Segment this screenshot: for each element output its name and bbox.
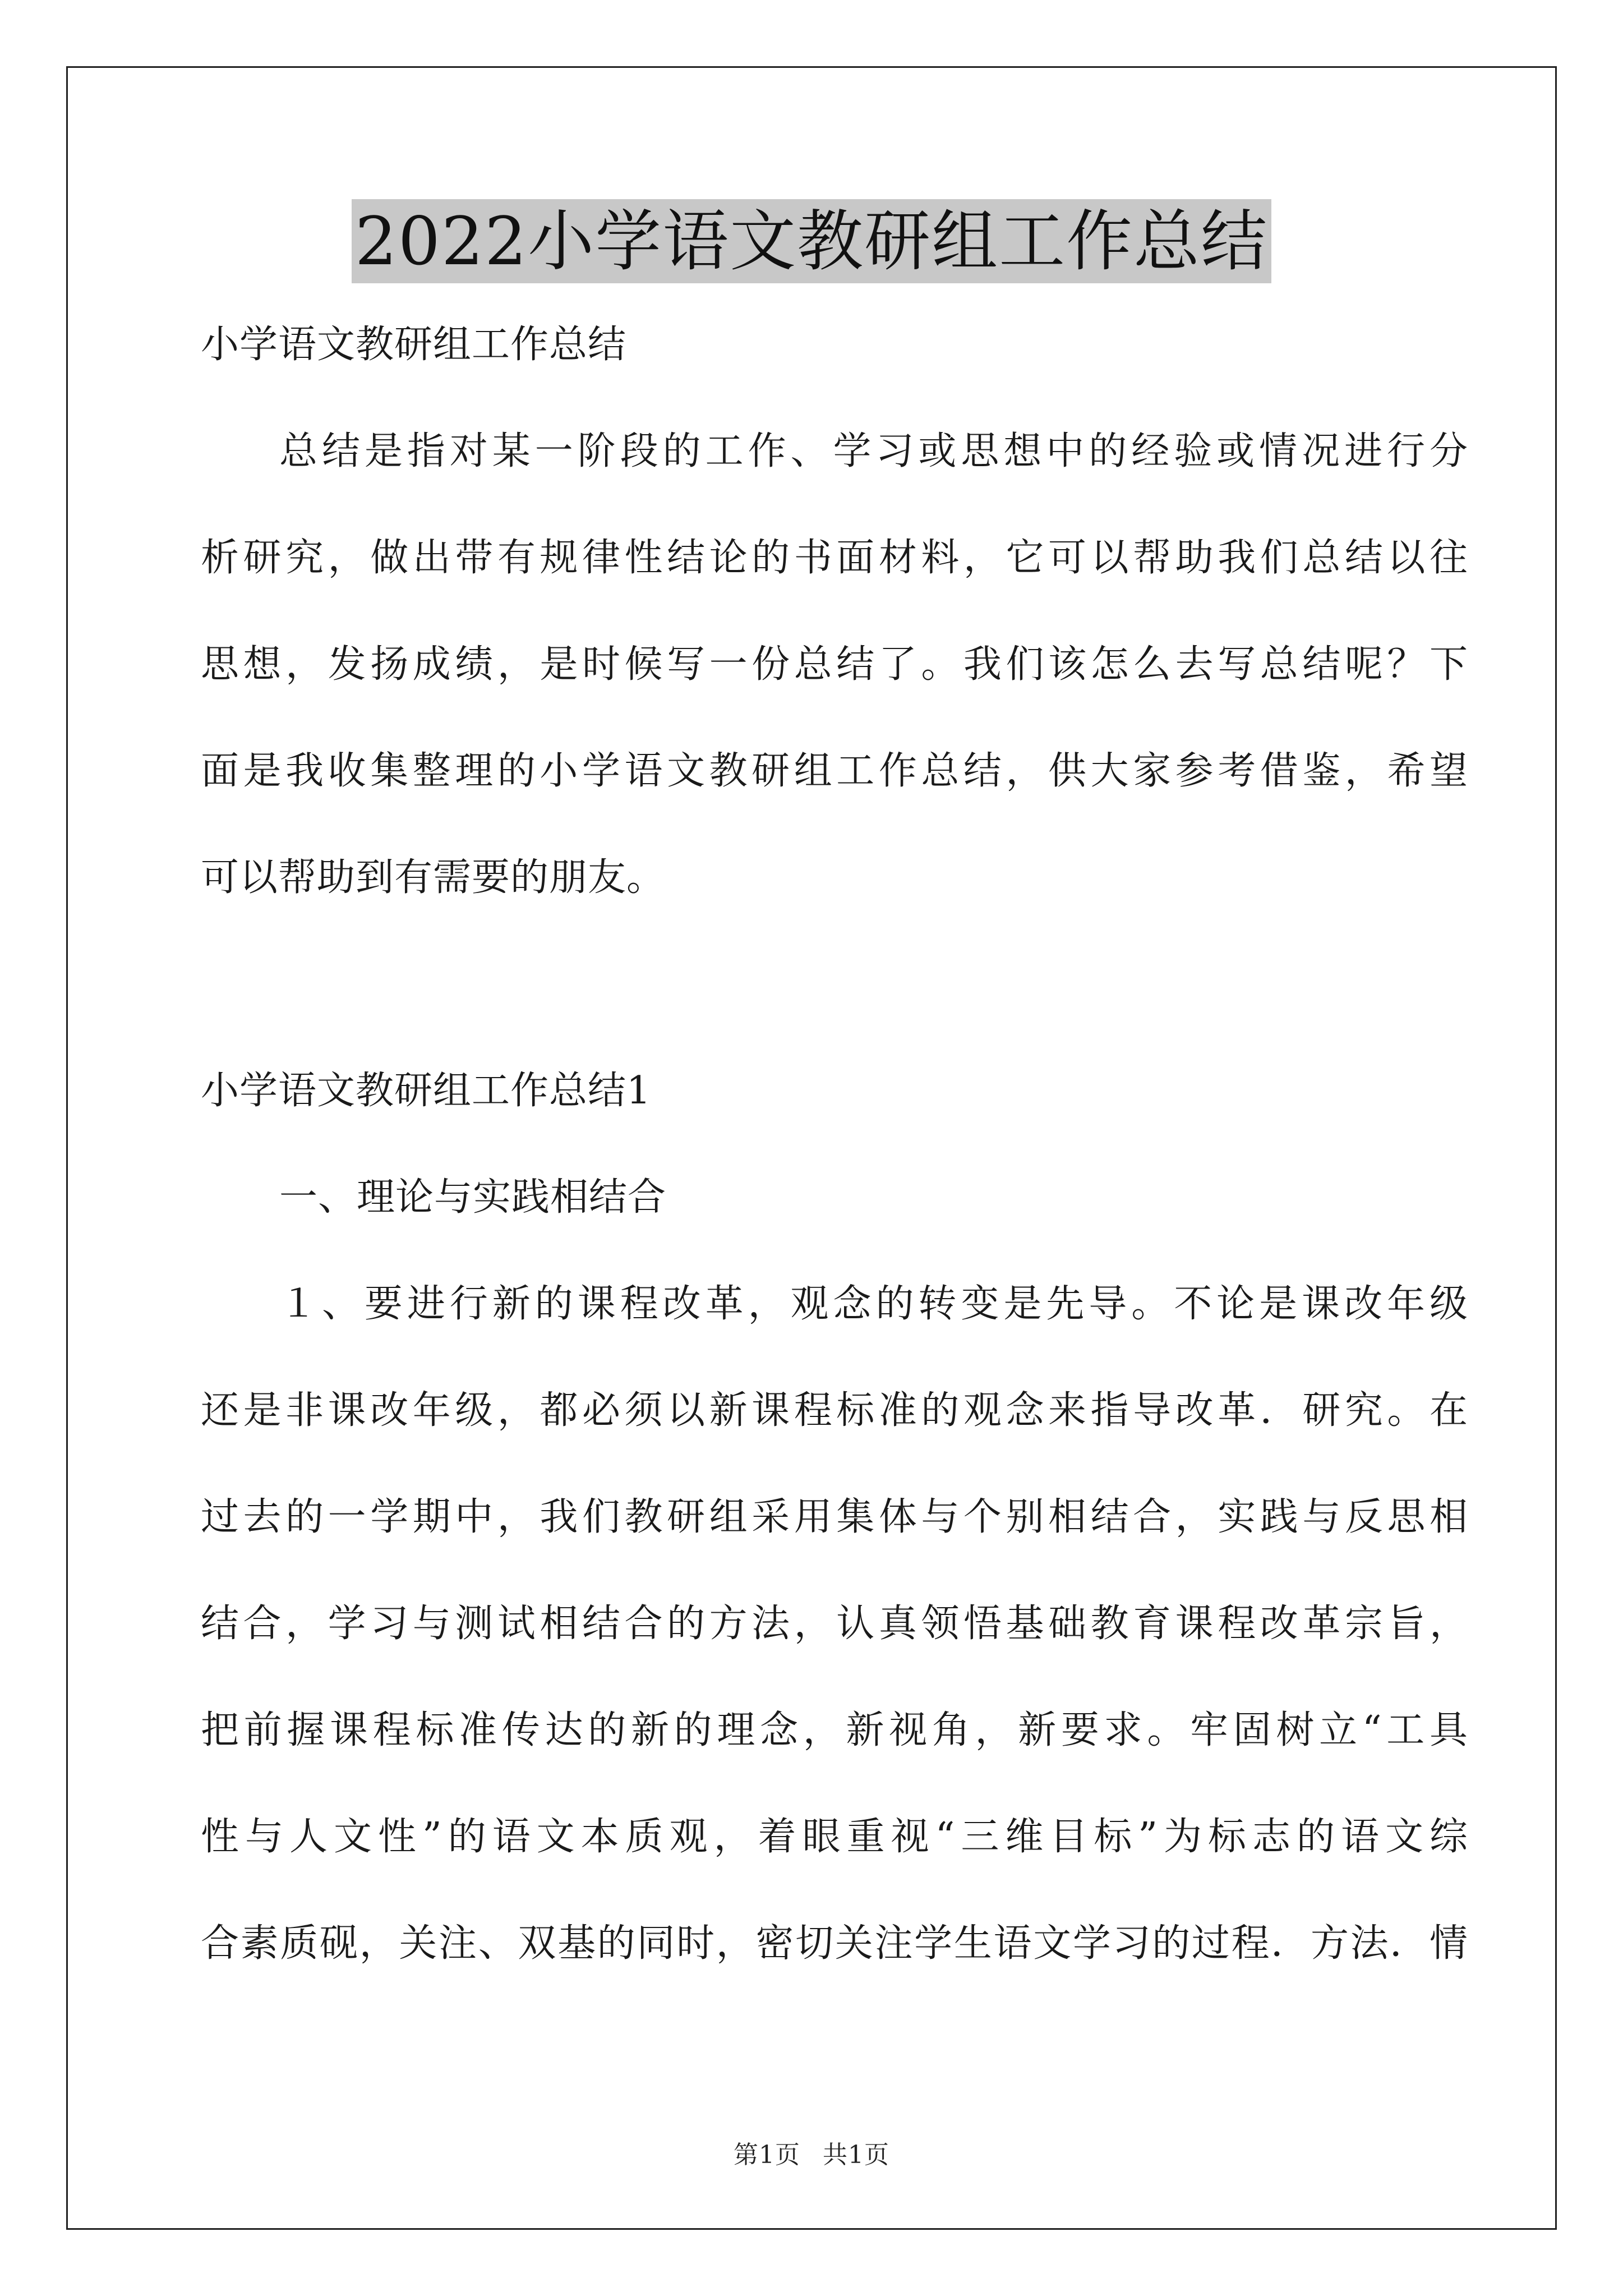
page-current: 第1页 [734,2141,800,2169]
text-line: 小学语文教研组工作总结 [201,323,627,367]
text-line: １、要进行新的课程改革，观念的转变是先导。不论是课改年级 [279,1282,1468,1326]
document-title: 2022小学语文教研组工作总结 [352,199,1271,283]
title-container [0,199,1623,283]
text-line: 面是我收集整理的小学语文教研组工作总结，供大家参考借鉴，希望 [201,749,1468,793]
text-line: 思想，发扬成绩，是时候写一份总结了。我们该怎么去写总结呢？下 [201,642,1468,687]
page-footer [0,2134,1623,2170]
text-line: 结合，学习与测试相结合的方法，认真领悟基础教育课程改革宗旨， [201,1602,1468,1646]
text-line: 合素质砚，关注、双基的同时，密切关注学生语文学习的过程．方法．情 [201,1921,1468,1966]
text-line: 把前握课程标准传达的新的理念，新视角，新要求。牢固树立“工具 [201,1708,1468,1752]
text-line: 总结是指对某一阶段的工作、学习或思想中的经验或情况进行分 [279,429,1468,473]
document-body [201,292,1468,1997]
text-line: 过去的一学期中，我们教研组采用集体与个别相结合，实践与反思相 [201,1495,1468,1539]
text-line: 可以帮助到有需要的朋友。 [201,855,666,900]
text-line: 一、理论与实践相结合 [279,1175,667,1220]
text-line: 析研究，做出带有规律性结论的书面材料，它可以帮助我们总结以往 [201,536,1468,580]
page-total: 共1页 [823,2141,889,2169]
text-line: 性与人文性”的语文本质观，着眼重视“三维目标”为标志的语文综 [201,1815,1468,1859]
text-line: 小学语文教研组工作总结1 [201,1069,652,1113]
blank-line [201,931,1468,1038]
text-line: 还是非课改年级，都必须以新课程标准的观念来指导改革．研究。在 [201,1388,1468,1433]
